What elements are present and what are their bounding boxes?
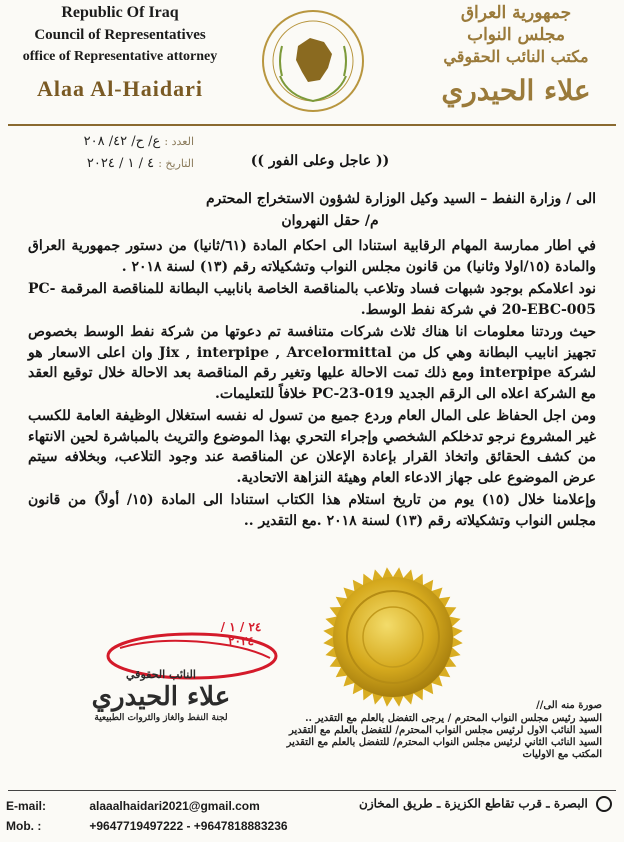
mobile-value: +9647719497222 - +9647818883236	[89, 819, 288, 833]
letter-body	[28, 236, 596, 533]
signature-title: النائب الحقوقي	[126, 668, 196, 681]
reference-date-value: ٤ / ١ / ٢٠٢٤	[86, 156, 155, 171]
cc-heading: صورة منه الى//	[536, 700, 602, 711]
letterhead-name-ar: علاء الحيدري	[441, 74, 591, 107]
footer-contact	[6, 796, 288, 836]
letterhead-office-ar: مكتب النائب الحقوقي	[443, 47, 589, 66]
reference-date-label: التاريخ :	[158, 157, 194, 170]
cc-item: المكتب مع الاوليات	[522, 749, 602, 760]
footer-email-row	[6, 796, 288, 816]
reference-number-value: ع/ ح/ ٤٢/ ٢٠٨	[83, 134, 161, 149]
letterhead-council-ar: مجلس النواب	[467, 25, 565, 45]
urgent-heading: (( عاجل وعلى الفور ))	[250, 153, 390, 169]
body-paragraph-5: وإعلامنا خلال (١٥) يوم من تاريخ استلام هذا الكتاب استنادا الى المادة (١٥/ أولاً) من قانون مجلس النواب وتشكيلاته رقم (١٣) لسنة ٢٠١٨ .مع التقدير ..	[28, 492, 596, 529]
cc-item: السيد النائب الاول لرئيس مجلس النواب المحترم/ للتفضل بالعلم مع التقدير	[289, 725, 602, 736]
addressee-line: الى / وزارة النفط – السيد وكيل الوزارة لشؤون الاستخراج المحترم	[206, 191, 596, 207]
footer-address	[359, 796, 612, 812]
reference-number-label: العدد :	[164, 135, 194, 148]
signature-committee: لجنة النفط والغاز والثروات الطبيعية	[94, 713, 228, 723]
reference-number	[24, 134, 194, 149]
signature-name: علاء الحيدري	[91, 682, 231, 712]
footer-divider	[8, 790, 616, 791]
subject-line: م/ حقل النهروان	[281, 213, 379, 229]
cc-list	[242, 700, 602, 761]
cc-item: السيد النائب الثاني لرئيس مجلس النواب المحترم/ للتفضل بالعلم مع التقدير	[286, 737, 602, 748]
address-text: البصرة ـ قرب تقاطع الكزيزة ـ طريق المخازن	[359, 796, 588, 811]
gold-seal-icon	[318, 562, 468, 712]
letterhead-divider	[8, 124, 616, 126]
council-emblem-icon	[258, 6, 368, 116]
reference-date	[24, 156, 194, 171]
letterhead-english	[10, 2, 230, 106]
body-paragraph-4: ومن اجل الحفاظ على المال العام وردع جميع من تسول له نفسه استغلال الوظيفة العامة للكسب غير المشروع نرجو تدخلكم الشخصي وإجراء التحري بهذا الموضوع والتريث بالمباشرة لحين الانتهاء من كشف الحقائق واتخاذ القرار بإعادة الإعلان عن المناقصة عند وجود التلاعب، وبخلافه سيتم عرض الموضوع على جهاز الادعاء العام وهيئة النزاهة الاتحادية.	[28, 408, 596, 486]
email-label: E-mail:	[6, 799, 47, 813]
letterhead-country-ar: جمهورية العراق	[460, 3, 572, 23]
letterhead-office: office of Representative attorney	[22, 49, 218, 64]
body-paragraph-3: حيث وردتنا معلومات انا هناك ثلاث شركات متنافسة تم دعوتها من شركة نفط الوسط بخصوص تجهيز انابيب البطانة وهي كل من Jix , interpipe , Arcelormittal وان اعلى الاسعار هو لشركة interpipe ومع ذلك تمت الاحالة عليها وتغير رقم المناقصة بعد الاحالة خلال توقيع العقد مع الشركة اعلاه الى الرقم الجديد PC-23-019 خلافاً للتعليمات.	[28, 324, 596, 402]
handwritten-date: ٢٤ / ١ / ٢٠٢٤	[220, 620, 262, 648]
letterhead-country: Republic Of Iraq	[61, 4, 179, 21]
location-pin-icon	[596, 796, 612, 812]
body-paragraph-2: نود اعلامكم بوجود شبهات فساد وتلاعب بالمناقصة الخاصة بانابيب البطانة للمناقصة المرقمة PC-20-EBC-005 في شركة نفط الوسط.	[28, 281, 596, 318]
body-paragraph-1: في اطار ممارسة المهام الرقابية استنادا الى احكام المادة (٦١/ثانيا) من دستور جمهورية العراق والمادة (١٥/اولا وثانيا) من قانون مجلس النواب وتشكيلاته رقم (١٣) لسنة ٢٠١٨ .	[28, 238, 596, 275]
email-value: alaaalhaidari2021@gmail.com	[89, 799, 260, 813]
footer-mobile-row	[6, 816, 288, 836]
mobile-label: Mob. :	[6, 819, 42, 833]
letterhead-council: Council of Representatives	[34, 27, 206, 43]
cc-item: السيد رئيس مجلس النواب المحترم / يرجى التفضل بالعلم مع التقدير ..	[305, 713, 602, 724]
signature-block	[66, 668, 256, 723]
letterhead-arabic	[416, 2, 616, 110]
letterhead-name-en: Alaa Al-Haidari	[37, 76, 203, 101]
